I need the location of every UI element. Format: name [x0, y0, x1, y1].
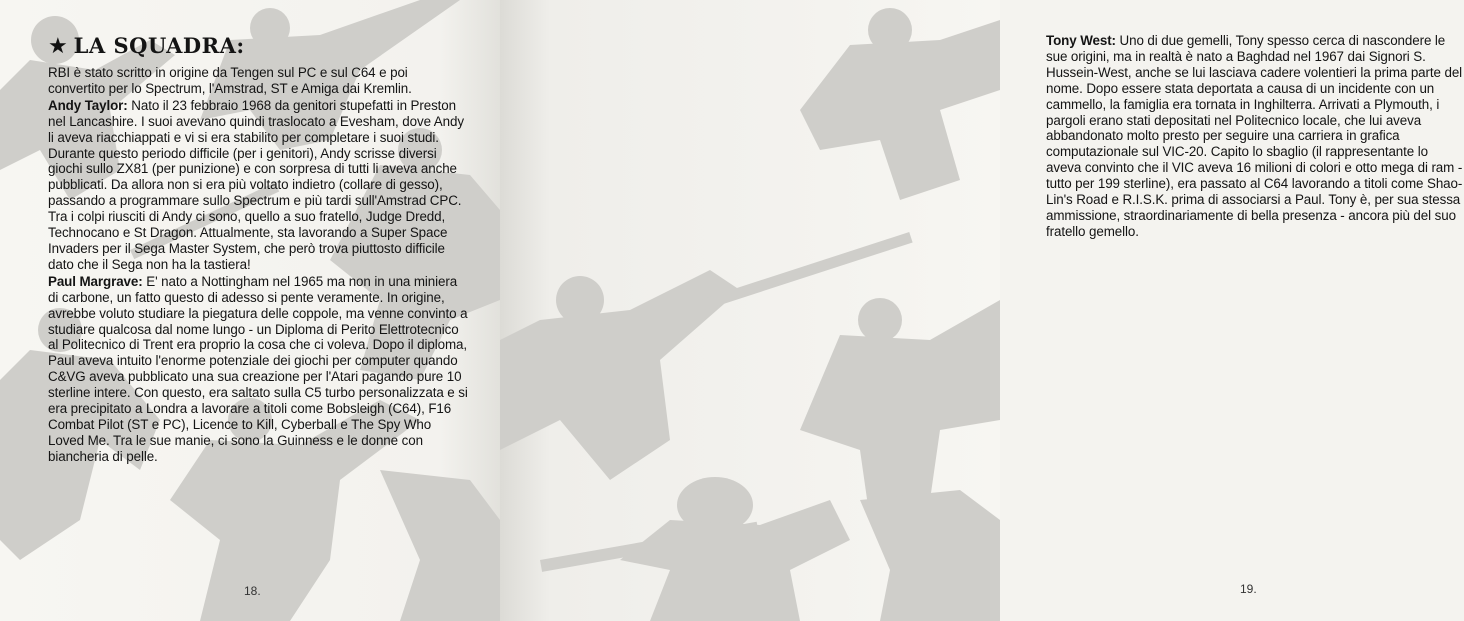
tony-west-bio: Uno di due gemelli, Tony spesso cerca di nascondere le sue origini, ma in realtà è nato a Baghdad nel 1967 dai Signori S. Hussein-West, anche se lui lasciava cadere volentieri la prima parte del nome. Dopo essere stata deportata a causa di un incidente con un cammello, la famiglia era tornata in Inghilterra. Arrivati a Plymouth, i pargoli erano stati depositati nel Politecnico locale, che lui aveva abbandonato molto presto per seguire una carriera in grafica computazionale sul VIC-20. Capito lo sbaglio (il rappresentante lo aveva convinto che il VIC aveva 16 milioni di colori e otto mega di ram - tutto per 199 sterline), era passato al C64 lavorando a titoli come Shao-Lin's Road e R.I.S.K. prima di associarsi a Paul. Tony è, per sua stessa ammissione, straordinariamente di bella presenza - ancora più del suo fratello gemello.	[1046, 33, 1463, 239]
section-heading	[48, 35, 468, 57]
left-column	[48, 35, 468, 466]
paul-margrave-paragraph	[48, 274, 468, 465]
baseball-silhouettes-right	[500, 0, 1000, 621]
heading-title: LA SQUADRA:	[73, 33, 245, 58]
page-number-right: 19.	[1240, 582, 1257, 596]
right-column	[1046, 33, 1464, 241]
andy-taylor-name: Andy Taylor:	[48, 97, 128, 113]
page-number-left: 18.	[244, 584, 261, 598]
tony-west-paragraph	[1046, 33, 1464, 240]
intro-paragraph	[48, 65, 468, 97]
tony-west-name: Tony West:	[1046, 33, 1116, 48]
star-icon: ★	[48, 33, 68, 58]
paul-margrave-name: Paul Margrave:	[48, 273, 143, 289]
andy-taylor-paragraph	[48, 98, 468, 273]
page-left	[0, 0, 500, 621]
andy-taylor-bio: Nato il 23 febbraio 1968 da genitori stupefatti in Preston nel Lancashire. I suoi avevano quindi traslocato a Evesham, dove Andy li aveva riacchiappati e vi si era stabilito per completare i suoi studi. Durante questo periodo difficile (per i genitori), Andy scrisse diversi giochi sullo ZX81 (per punizione) e con sorpresa di tutti li aveva anche pubblicati. Da allora non si era più voltato indietro (collare di gesso), passando a programmare sullo Spectrum e più tardi sull'Amstrad CPC. Tra i colpi riusciti di Andy ci sono, quello a suo fratello, Judge Dredd, Technocano e St Dragon. Attualmente, sta lavorando a Super Space Invaders per il Sega Master System, che però trova piuttosto difficile dato che il Sega non ha la tastiera!	[48, 97, 464, 272]
intro-text: RBI è stato scritto in origine da Tengen sul PC e sul C64 e poi convertito per lo Spectrum, l'Amstrad, ST e Amiga dai Kremlin.	[48, 65, 412, 96]
paul-margrave-bio: E' nato a Nottingham nel 1965 ma non in una miniera di carbone, un fatto questo di adesso si pente veramente. In origine, avrebbe voluto studiare la piegatura delle coppole, ma venne convinto a studiare qualcosa dal nome lungo - un Diploma di Perito Elettrotecnico al Politecnico di Trent era proprio la cosa che ci voleva. Dopo il diploma, Paul aveva intuito l'enorme potenziale dei giochi per computer quando C&VG aveva pubblicato una sua creazione per l'Atari pagando pure 10 sterline intere. Con questo, era saltato sulla C5 turbo personalizzata e si era precipitato a Londra a lavorare a titoli come Bobsleigh (C64), F16 Combat Pilot (ST e PC), Licence to Kill, Cyberball e The Spy Who Loved Me. Tra le sue manie, ci sono la Guinness e le donne con biancheria di pelle.	[48, 273, 468, 464]
page-right	[500, 0, 1463, 621]
